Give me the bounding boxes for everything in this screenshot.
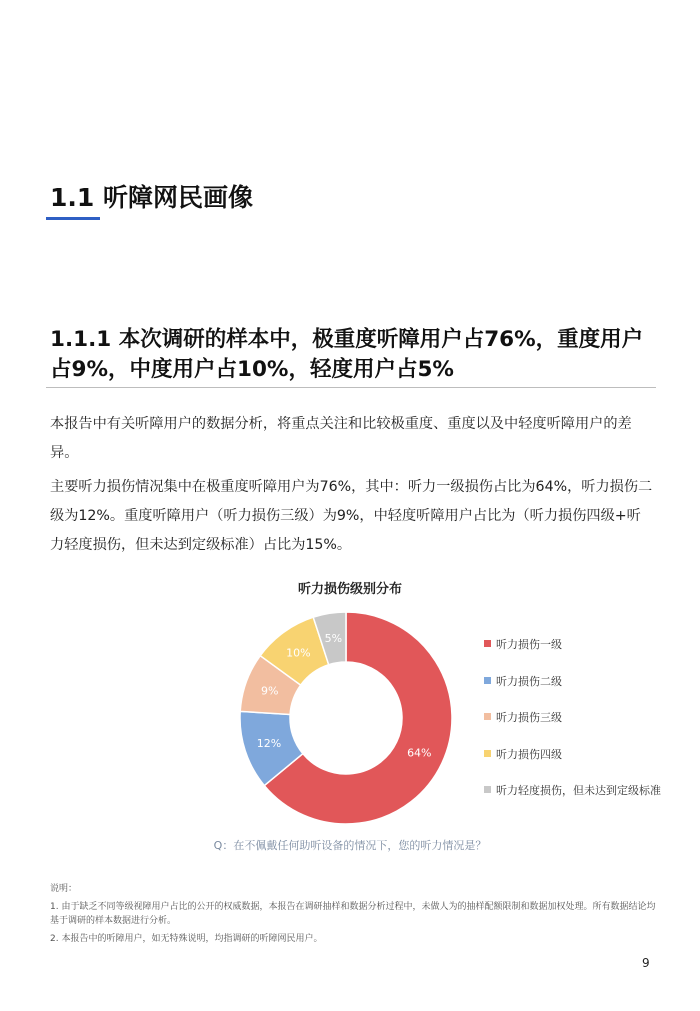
legend-label-2: 听力损伤二级 bbox=[496, 674, 562, 688]
legend-item-3 bbox=[484, 709, 562, 725]
donut-label-4: 10% bbox=[286, 646, 311, 660]
legend-item-5 bbox=[484, 782, 661, 798]
donut-label-3: 9% bbox=[261, 684, 279, 698]
note-item-2: 2. 本报告中的听障用户，如无特殊说明，均指调研的听障网民用户。 bbox=[50, 934, 323, 944]
body-paragraph-1: 本报告中有关听障用户的数据分析，将重点关注和比较极重度、重度以及中轻度听障用户的差异。 bbox=[50, 416, 632, 461]
section-title-underline bbox=[46, 217, 100, 220]
notes-heading: 说明： bbox=[50, 884, 78, 894]
section-title: 1.1 听障网民画像 bbox=[50, 183, 253, 212]
legend-label-3: 听力损伤三级 bbox=[496, 711, 562, 724]
body-paragraph-2: 主要听力损伤情况集中在极重度听障用户为76%，其中：听力一级损伤占比为64%，听力损伤二级为12%。重度听障用户（听力损伤三级）为9%，中轻度听障用户占比为（听力损伤四级+听力轻度损伤，但未达到定级标准）占比为15%。 bbox=[50, 479, 653, 553]
page-number: 9 bbox=[642, 956, 650, 970]
legend-swatch-5 bbox=[484, 786, 491, 793]
survey-question: Q：在不佩戴任何助听设备的情况下，您的听力情况是？ bbox=[213, 839, 487, 852]
legend-label-4: 听力损伤四级 bbox=[496, 747, 562, 761]
legend-item-4 bbox=[484, 746, 562, 762]
note-item-1: 1. 由于缺乏不同等级视障用户占比的公开的权威数据，本报告在调研抽样和数据分析过程中，未做人为的抽样配额限制和数据加权处理。所有数据结论均基于调研的样本数据进行分析。 bbox=[50, 902, 656, 926]
legend-swatch-3 bbox=[484, 713, 491, 720]
legend-swatch-1 bbox=[484, 640, 491, 647]
legend-label-1: 听力损伤一级 bbox=[496, 638, 562, 651]
chart-title: 听力损伤级别分布 bbox=[297, 582, 402, 597]
legend-item-2 bbox=[484, 673, 562, 689]
legend-label-5: 听力轻度损伤，但未达到定级标准 bbox=[496, 784, 661, 797]
legend-swatch-2 bbox=[484, 677, 491, 684]
subsection-divider bbox=[46, 387, 656, 388]
legend-swatch-4 bbox=[484, 750, 491, 757]
donut-label-5: 5% bbox=[324, 631, 343, 645]
donut-label-2: 12% bbox=[256, 737, 282, 751]
donut-chart bbox=[236, 608, 456, 828]
subsection-title: 1.1.1 本次调研的样本中，极重度听障用户占76%，重度用户占9%，中度用户占10%，轻度用户占5% bbox=[50, 327, 644, 382]
legend-item-1 bbox=[484, 636, 562, 652]
donut-label-1: 64% bbox=[407, 746, 432, 760]
notes bbox=[50, 882, 656, 950]
